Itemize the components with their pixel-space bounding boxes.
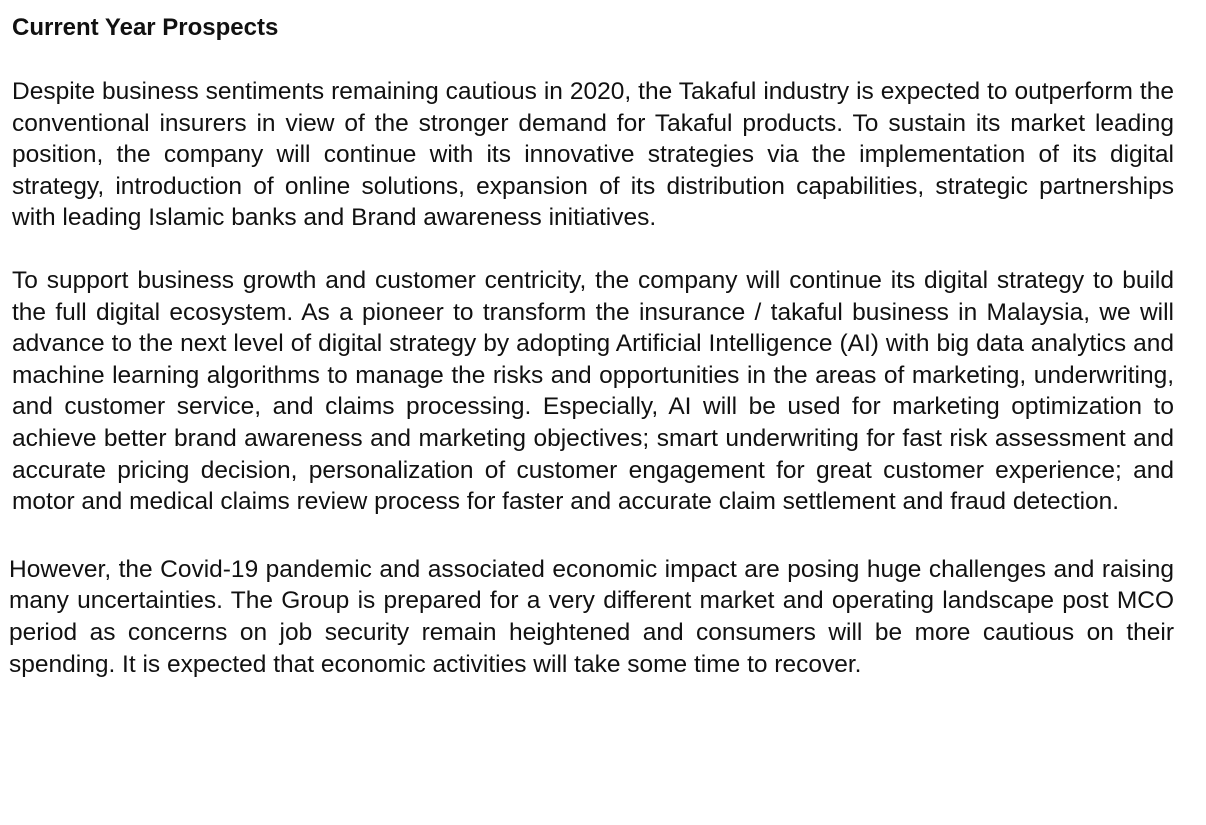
paragraph-digital-strategy: To support business growth and customer centricity, the company will continue its digital strategy to build the full digital ecosystem. As a pioneer to transform the insurance / takaful business in Malaysia, we will advance to the next level of digital strategy by adopting Artificial Intelligence (AI) with big data analytics and machine learning algorithms to manage the risks and opportunities in the areas of marketing, underwriting, and customer service, and claims processing. Especially, AI will be used for marketing optimization to achieve better brand awareness and marketing objectives; smart underwriting for fast risk assessment and accurate pricing decision, personalization of customer engagement for great customer experience; and motor and medical claims review process for faster and accurate claim settlement and fraud detection. — [12, 266, 1174, 516]
paragraph-takaful-outlook: Despite business sentiments remaining cautious in 2020, the Takaful industry is expected to outperform the conventional insurers in view of the stronger demand for Takaful products. To sustain its market leading position, the company will continue with its innovative strategies via the implementation of its digital strategy, introduction of online solutions, expansion of its distribution capabilities, strategic partnerships with leading Islamic banks and Brand awareness initiatives. — [12, 78, 1174, 232]
paragraph-covid-impact: However, the Covid-19 pandemic and associated economic impact are posing huge challenges and raising many uncertainties. The Group is prepared for a very different market and operating landscape post MCO period as concerns on job security remain heightened and consumers will be more cautious on their spending. It is expected that economic activities will take some time to recover. — [9, 555, 1174, 678]
document-body — [9, 12, 1174, 680]
section-heading: Current Year Prospects — [12, 14, 279, 41]
